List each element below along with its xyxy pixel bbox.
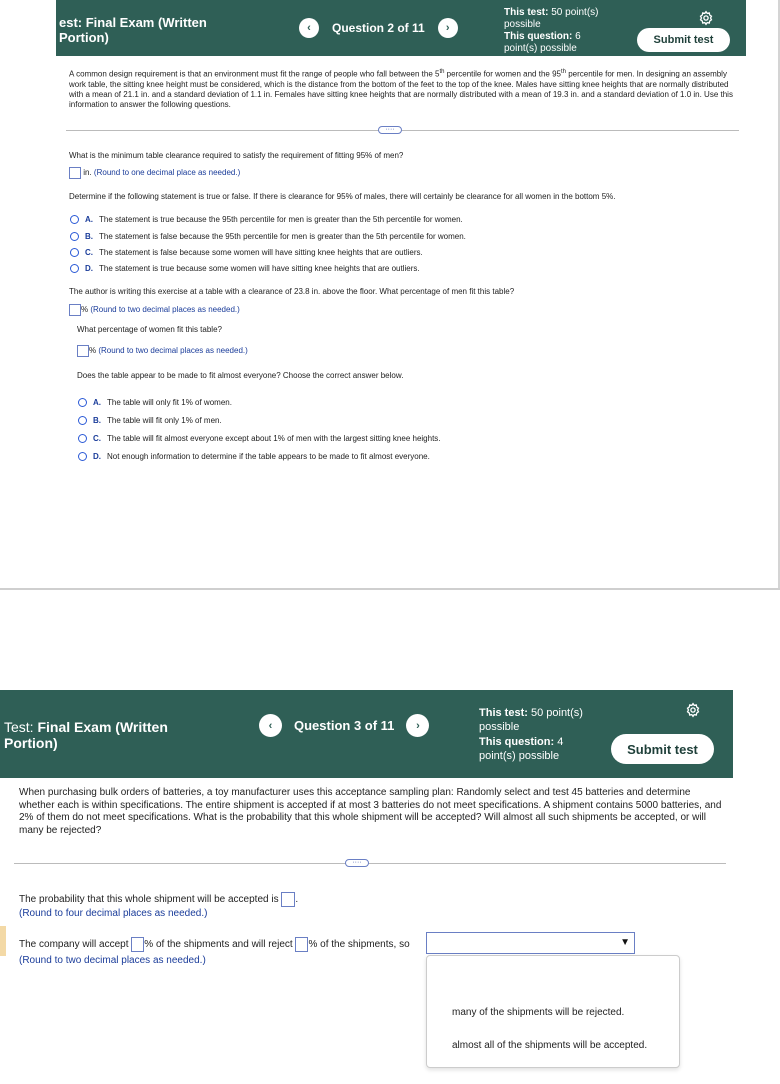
expand-dots-button[interactable]: ···· [345, 859, 369, 867]
q2-separator [66, 130, 739, 131]
next-question-button[interactable]: › [406, 714, 429, 737]
submit-test-button[interactable]: Submit test [637, 28, 730, 52]
radio-button[interactable] [78, 416, 87, 425]
q2-header-bar [56, 0, 746, 56]
q2-answer-c2-row: % (Round to two decimal places as needed.) [77, 345, 248, 357]
q2-question-nav [299, 18, 458, 38]
q2-option-d-c[interactable]: C. The table will fit almost everyone except about 1% of men with the largest sitting knee heights. [78, 434, 441, 444]
accept-percent-input[interactable] [131, 937, 144, 952]
prev-question-button[interactable]: ‹ [259, 714, 282, 737]
q2-question-a: What is the minimum table clearance required to satisfy the requirement of fitting 95% of men? [69, 151, 404, 160]
q2-option-b-c[interactable]: C. The statement is false because some women will have sitting knee heights that are outliers. [70, 248, 423, 258]
q3-separator [14, 863, 726, 864]
answer-c-input[interactable] [69, 304, 81, 316]
radio-button[interactable] [70, 248, 79, 257]
question-counter[interactable]: Question 3 of 11 [294, 718, 395, 733]
probability-input[interactable] [281, 892, 295, 907]
q2-option-d-a[interactable]: A. The table will only fit 1% of women. [78, 398, 232, 408]
radio-button[interactable] [70, 232, 79, 241]
conclusion-dropdown[interactable] [426, 932, 635, 954]
q2-option-d-d[interactable]: D. Not enough information to determine if the table appears to be made to fit almost everyone. [78, 452, 430, 462]
question-counter[interactable]: Question 2 of 11 [332, 21, 425, 35]
radio-button[interactable] [70, 264, 79, 273]
q3-test-title: Test: Final Exam (Written Portion) [4, 719, 168, 752]
q3-points-info: This test: 50 point(s) possible This question: 4 point(s) possible [479, 707, 583, 762]
q2-answer-c-row: % (Round to two decimal places as needed.) [69, 304, 240, 316]
q2-question-d: Does the table appear to be made to fit almost everyone? Choose the correct answer below. [77, 371, 404, 380]
dropdown-option-accepted[interactable]: almost all of the shipments will be accepted. [452, 1040, 648, 1051]
reject-percent-input[interactable] [295, 937, 308, 952]
q2-answer-a-row: in. (Round to one decimal place as needed.) [69, 167, 240, 179]
left-edge-marker [0, 926, 6, 956]
expand-dots-button[interactable]: ···· [378, 126, 402, 134]
q2-option-b-d[interactable]: D. The statement is true because some women will have sitting knee heights that are outliers. [70, 264, 420, 274]
conclusion-dropdown-menu [426, 955, 680, 1068]
submit-test-button[interactable]: Submit test [611, 734, 714, 764]
gear-icon[interactable] [698, 10, 714, 26]
radio-button[interactable] [78, 398, 87, 407]
answer-c2-input[interactable] [77, 345, 89, 357]
q3-accept-hint: (Round to two decimal places as needed.) [19, 955, 206, 966]
screenshot-divider [0, 588, 780, 590]
q3-probability-row: The probability that this whole shipment will be accepted is . [19, 892, 298, 907]
next-question-button[interactable]: › [438, 18, 458, 38]
radio-button[interactable] [78, 452, 87, 461]
q2-option-b-a[interactable]: A. The statement is true because the 95th percentile for men is greater than the 5th percentile for women. [70, 215, 463, 225]
q3-accept-row: The company will accept % of the shipments and will reject % of the shipments, so [19, 937, 410, 952]
q3-intro-text: When purchasing bulk orders of batteries, a toy manufacturer uses this acceptance sampling plan: Randomly select and test 45 batteries and determine whether each is within specifications. The entire shipment is accepted if at most 3 batteries do not meet specifications. A shipment contains 5000 batteries, and 2% of them do not meet specifications. What is the probability that this whole shipment will be accepted? Will almost all such shipments be accepted, or will many be rejected? [19, 787, 722, 836]
dropdown-arrow-icon[interactable]: ▼ [620, 937, 630, 948]
q3-header-bar [0, 690, 733, 778]
q2-option-b-b[interactable]: B. The statement is false because the 95th percentile for men is greater than the 5th percentile for women. [70, 232, 466, 242]
radio-button[interactable] [70, 215, 79, 224]
q3-probability-hint: (Round to four decimal places as needed.) [19, 908, 208, 919]
q2-question-c2: What percentage of women fit this table? [77, 325, 222, 334]
q2-test-title: est: Final Exam (Written Portion) [59, 15, 207, 45]
q2-intro-text: A common design requirement is that an environment must fit the range of people who fall between the 5th percentile for women and the 95th percentile for men. In designing an assembly work table, the sitting knee height must be considered, which is the distance from the bottom of the feet to the top of the knee. Males have sitting knee heights that are normally distributed with a mean of 21.1 in. and a standard deviation of 1.1 in. Females have sitting knee heights that are normally distributed with a mean of 19.3 in. and a standard deviation of 1.0 in. Use this information to answer the following questions. [69, 69, 733, 109]
q2-question-b: Determine if the following statement is true or false. If there is clearance for 95% of males, there will certainly be clearance for all women in the bottom 5%. [69, 192, 616, 201]
q2-question-c: The author is writing this exercise at a table with a clearance of 23.8 in. above the floor. What percentage of men fit this table? [69, 287, 515, 296]
q2-option-d-b[interactable]: B. The table will fit only 1% of men. [78, 416, 222, 426]
prev-question-button[interactable]: ‹ [299, 18, 319, 38]
answer-a-input[interactable] [69, 167, 81, 179]
radio-button[interactable] [78, 434, 87, 443]
gear-icon[interactable] [685, 702, 701, 718]
dropdown-option-rejected[interactable]: many of the shipments will be rejected. [452, 1007, 625, 1018]
q3-question-nav [259, 714, 429, 737]
q2-points-info: This test: 50 point(s) possible This question: 6 point(s) possible [504, 7, 599, 54]
